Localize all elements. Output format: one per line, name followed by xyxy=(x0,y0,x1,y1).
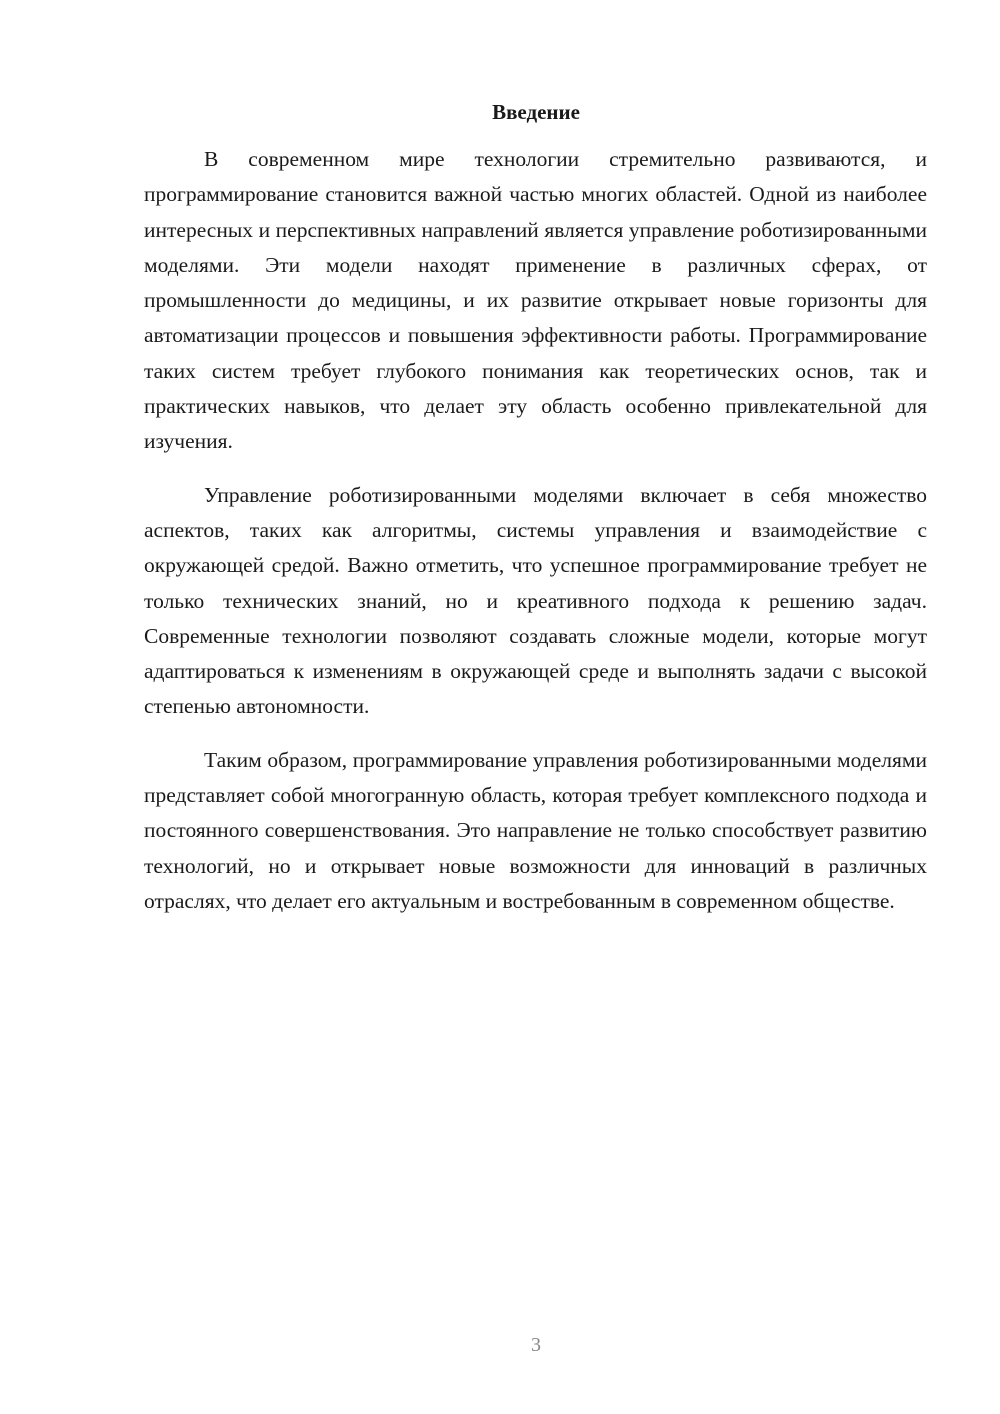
paragraph-1: В современном мире технологии стремительно развиваются, и программирование становится важной частью многих областей. Одной из наиболее интересных и перспективных направлений является управление роботизированными моделями. Эти модели находят применение в различных сферах, от промышленности до медицины, и их развитие открывает новые горизонты для автоматизации процессов и повышения эффективности работы. Программирование таких систем требует глубокого понимания как теоретических основ, так и практических навыков, что делает эту область особенно привлекательной для изучения. xyxy=(144,147,927,454)
paragraph-3: Таким образом, программирование управления роботизированными моделями представляет собой многогранную область, которая требует комплексного подхода и постоянного совершенствования. Это направление не только способствует развитию технологий, но и открывает новые возможности для инноваций в различных отраслях, что делает его актуальным и востребованным в современном обществе. xyxy=(144,747,927,913)
body-text xyxy=(144,142,927,937)
paragraph-2: Управление роботизированными моделями включает в себя множество аспектов, таких как алгоритмы, системы управления и взаимодействие с окружающей средой. Важно отметить, что успешное программирование требует не только технических знаний, но и креативного подхода к решению задач. Современные технологии позволяют создавать сложные модели, которые могут адаптироваться к изменениям в окружающей среде и выполнять задачи с высокой степенью автономности. xyxy=(144,482,927,719)
page-number: 3 xyxy=(531,1334,541,1356)
page-title: Введение xyxy=(492,100,580,124)
